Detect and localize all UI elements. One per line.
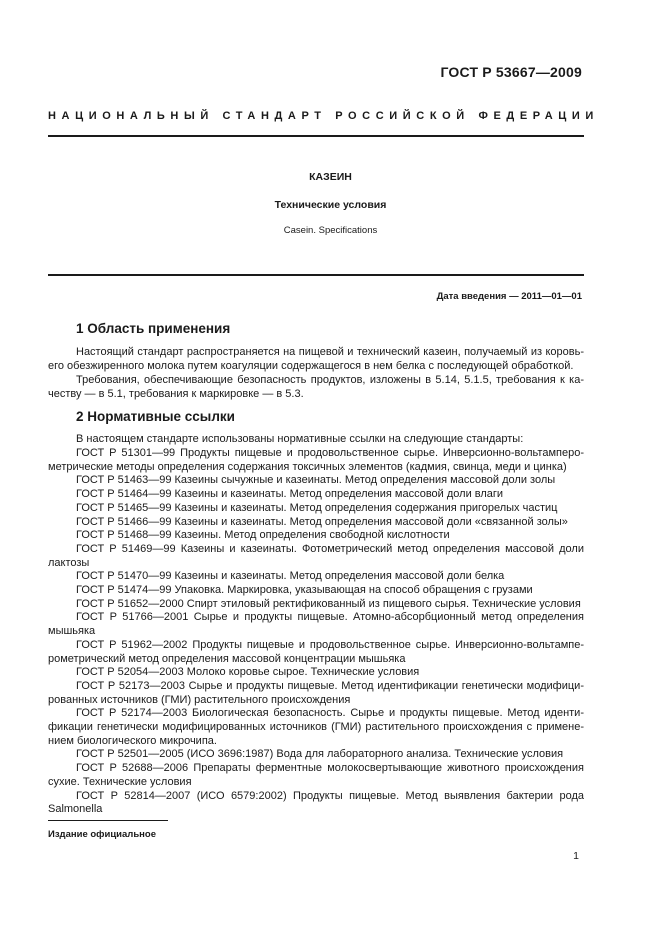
reference-line: лактозы <box>48 556 90 569</box>
reference-entry <box>48 707 584 748</box>
reference-line: ГОСТ Р 51469—99 Казеины и казеинаты. Фотометрический метод определения массовой доли <box>76 542 584 555</box>
official-edition-label: Издание официальное <box>48 829 156 840</box>
reference-entry <box>48 543 584 570</box>
reference-entry <box>48 474 584 488</box>
text-line: его обезжиренного молока путем коагуляции содержащегося в нем белка с последующей обработкой. <box>48 359 574 372</box>
header-rule <box>48 135 584 137</box>
reference-line: сухие. Технические условия <box>48 775 192 788</box>
reference-line: ГОСТ Р 52814—2007 (ИСО 6579:2002) Продукты пищевые. Метод выявления бактерии рода <box>76 789 584 802</box>
footer-rule <box>48 820 168 821</box>
text-line: Требования, обеспечивающие безопасность продуктов, изложены в 5.14, 5.1.5, требования к ка- <box>76 374 584 386</box>
reference-line: ГОСТ Р 52688—2006 Препараты ферментные молокосвертывающие животного происхождения <box>76 762 584 775</box>
reference-line: ГОСТ Р 51466—99 Казеины и казеинаты. Метод определения массовой доли «связанной золы» <box>76 515 568 528</box>
reference-entry <box>48 570 584 584</box>
reference-line: ГОСТ Р 52174—2003 Биологическая безопасность. Сырье и продукты пищевые. Метод иденти- <box>76 707 584 720</box>
reference-line: рометрический метод определения массовой концентрации мышьяка <box>48 652 406 665</box>
reference-entry <box>48 516 584 530</box>
text-line: В настоящем стандарте использованы нормативные ссылки на следующие стандарты: <box>76 433 524 445</box>
reference-line: мышьяка <box>48 625 96 638</box>
introduction-date: Дата введения — 2011—01—01 <box>436 291 582 302</box>
document-title-english: Casein. Specifications <box>283 225 378 236</box>
document-subtitle: Технические условия <box>274 199 387 211</box>
reference-line: ГОСТ Р 51962—2002 Продукты пищевые и продовольственное сырье. Инверсионно-вольтампе- <box>76 638 584 651</box>
title-rule <box>48 274 584 276</box>
reference-line: Salmonella <box>48 803 103 816</box>
reference-line: ГОСТ Р 51463—99 Казеины сычужные и казеинаты. Метод определения массовой доли золы <box>76 474 556 487</box>
reference-line: фикации генетически модифицированных источников (ГМИ) растительного происхождения с примене- <box>48 721 584 734</box>
section-1-paragraph-2 <box>48 374 584 401</box>
reference-entry <box>48 611 584 638</box>
reference-entry <box>48 529 584 543</box>
normative-references-list <box>48 447 584 817</box>
page-number: 1 <box>573 850 579 862</box>
text-line: Настоящий стандарт распространяется на пищевой и технический казеин, получаемый из коровь- <box>76 346 584 358</box>
reference-entry <box>48 639 584 666</box>
reference-line: ГОСТ Р 51470—99 Казеины и казеинаты. Метод определения массовой доли белка <box>76 570 505 583</box>
document-title: КАЗЕИН <box>309 171 352 183</box>
reference-line: ГОСТ Р 52501—2005 (ИСО 3696:1987) Вода для лабораторного анализа. Технические условия <box>76 748 564 761</box>
national-standard-banner: НАЦИОНАЛЬНЫЙ СТАНДАРТ РОССИЙСКОЙ ФЕДЕРАЦИИ <box>48 110 599 122</box>
reference-line: ГОСТ Р 51301—99 Продукты пищевые и продовольственное сырье. Инверсионно-вольтамперо- <box>76 447 584 459</box>
reference-line: ГОСТ Р 51652—2000 Спирт этиловый ректификованный из пищевого сырья. Технические условия <box>76 597 581 610</box>
reference-entry <box>48 447 584 474</box>
reference-entry <box>48 488 584 502</box>
reference-entry <box>48 666 584 680</box>
reference-line: ГОСТ Р 51465—99 Казеины и казеинаты. Метод определения содержания пригорелых частиц <box>76 501 558 514</box>
section-2-heading: 2 Нормативные ссылки <box>76 409 235 424</box>
reference-entry <box>48 584 584 598</box>
reference-line: ГОСТ Р 52054—2003 Молоко коровье сырое. Технические условия <box>76 666 420 679</box>
reference-line: ГОСТ Р 52173—2003 Сырье и продукты пищевые. Метод идентификации генетически модифици- <box>76 679 584 692</box>
reference-line: ГОСТ Р 51766—2001 Сырье и продукты пищевые. Атомно-абсорбционный метод определения <box>76 611 584 624</box>
reference-entry <box>48 762 584 789</box>
reference-line: метрические методы определения содержания токсичных элементов (кадмия, свинца, меди и цинка) <box>48 460 567 473</box>
reference-line: ГОСТ Р 51468—99 Казеины. Метод определения свободной кислотности <box>76 529 450 542</box>
reference-line: нием биологического микрочипа. <box>48 734 217 747</box>
section-1-paragraph-1 <box>48 346 584 373</box>
section-1-heading: 1 Область применения <box>76 321 231 336</box>
reference-entry <box>48 790 584 817</box>
reference-entry <box>48 748 584 762</box>
reference-line: ГОСТ Р 51464—99 Казеины и казеинаты. Метод определения массовой доли влаги <box>76 488 504 501</box>
section-2-intro <box>48 433 584 447</box>
document-code: ГОСТ Р 53667—2009 <box>440 64 582 80</box>
reference-line: рованных источников (ГМИ) растительного происхождения <box>48 693 351 706</box>
reference-line: ГОСТ Р 51474—99 Упаковка. Маркировка, указывающая на способ обращения с грузами <box>76 584 533 597</box>
reference-entry <box>48 680 584 707</box>
reference-entry <box>48 598 584 612</box>
text-line: честву — в 5.1, требования к маркировке — в 5.3. <box>48 387 304 400</box>
reference-entry <box>48 502 584 516</box>
